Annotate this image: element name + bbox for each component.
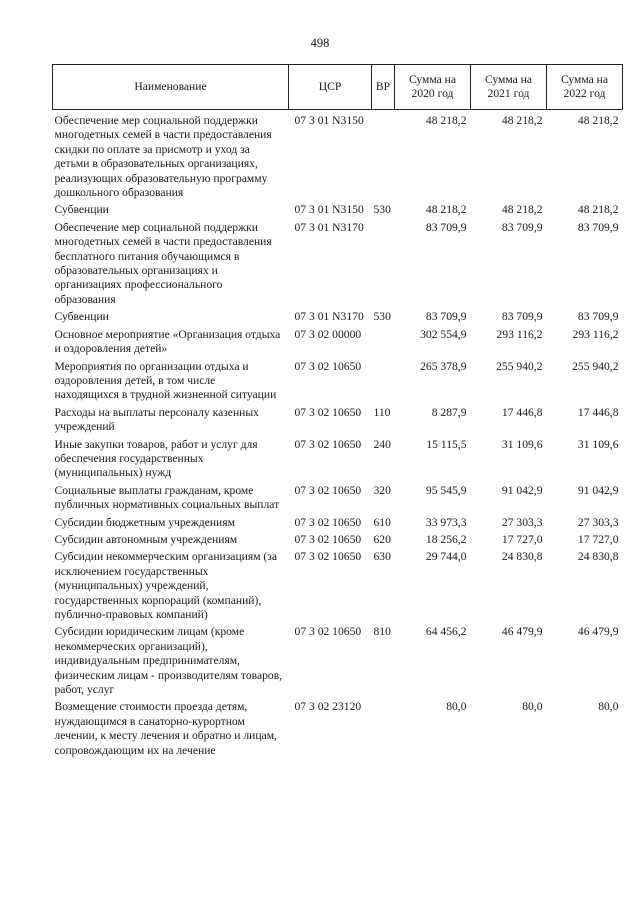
cell-sum-2020: 29 744,0 xyxy=(425,550,467,564)
cell-csr: 07 3 02 10650 xyxy=(294,532,362,546)
table-row xyxy=(53,328,623,360)
cell-csr: 07 3 02 00000 xyxy=(294,327,362,341)
table-row xyxy=(53,484,623,516)
cell-vr xyxy=(372,360,395,406)
cell-name: Возмещение стоимости проезда детям, нуждающимся в санаторно-курортном лечении, к месту лечения и обратно и лицам, сопровождающим их на лечение xyxy=(54,700,277,757)
table-body xyxy=(53,110,623,762)
cell-vr: 610 xyxy=(373,515,391,529)
cell-sum-2021: 255 940,2 xyxy=(496,359,543,373)
cell-sum-2021: 46 479,9 xyxy=(501,625,543,639)
cell-name: Социальные выплаты гражданам, кроме публичных нормативных социальных выплат xyxy=(54,483,280,512)
cell-sum-2020: 83 709,9 xyxy=(425,220,467,234)
cell-sum-2021: 17 446,8 xyxy=(501,405,543,419)
cell-sum-2021: 27 303,3 xyxy=(501,515,543,529)
cell-sum-2020: 95 545,9 xyxy=(425,483,467,497)
cell-csr: 07 3 01 N3150 xyxy=(294,203,364,217)
cell-vr xyxy=(372,700,395,761)
page-number: 498 xyxy=(310,36,330,50)
cell-name: Субвенции xyxy=(54,310,109,324)
cell-sum-2021: 91 042,9 xyxy=(501,483,543,497)
cell-sum-2020: 302 554,9 xyxy=(420,327,467,341)
cell-vr: 320 xyxy=(373,483,391,497)
cell-sum-2020: 64 456,2 xyxy=(425,625,467,639)
cell-sum-2022: 48 218,2 xyxy=(577,203,619,217)
cell-sum-2021: 48 218,2 xyxy=(501,203,543,217)
header-sum-2021: Сумма на 2021 год xyxy=(471,65,547,110)
table-row xyxy=(53,438,623,484)
header-sum-2022: Сумма на 2022 год xyxy=(547,65,623,110)
cell-sum-2020: 265 378,9 xyxy=(420,359,467,373)
cell-vr: 530 xyxy=(373,310,391,324)
cell-sum-2022: 17 446,8 xyxy=(577,405,619,419)
cell-name: Субсидии юридическим лицам (кроме некоммерческих организаций), индивидуальным предпринимателям, физическим лицам - производителям товаров, работ, услуг xyxy=(54,625,283,697)
budget-table xyxy=(52,64,623,761)
cell-vr: 630 xyxy=(373,550,391,564)
cell-sum-2022: 80,0 xyxy=(598,700,619,714)
cell-name: Мероприятия по организации отдыха и оздоровления детей, в том числе находящихся в трудной жизненной ситуации xyxy=(54,359,277,402)
table-row xyxy=(53,360,623,406)
cell-vr xyxy=(372,221,395,310)
cell-csr: 07 3 02 10650 xyxy=(294,437,362,451)
cell-name: Субсидии бюджетным учреждениям xyxy=(54,515,235,529)
cell-vr xyxy=(372,110,395,204)
cell-vr: 110 xyxy=(373,405,391,419)
table-row xyxy=(53,700,623,761)
header-name: Наименование xyxy=(53,65,289,110)
cell-name: Иные закупки товаров, работ и услуг для обеспечения государственных (муниципальных) нужд xyxy=(54,437,258,480)
table-row xyxy=(53,550,623,625)
cell-csr: 07 3 01 N3150 xyxy=(294,114,364,127)
cell-sum-2020: 80,0 xyxy=(446,700,467,714)
cell-name: Субвенции xyxy=(54,203,109,217)
cell-sum-2022: 83 709,9 xyxy=(577,220,619,234)
cell-sum-2021: 80,0 xyxy=(522,700,543,714)
cell-sum-2022: 293 116,2 xyxy=(572,327,619,341)
cell-sum-2022: 31 109,6 xyxy=(577,437,619,451)
cell-sum-2021: 83 709,9 xyxy=(501,310,543,324)
cell-sum-2022: 83 709,9 xyxy=(577,310,619,324)
cell-name: Расходы на выплаты персоналу казенных учреждений xyxy=(54,405,259,434)
cell-sum-2021: 293 116,2 xyxy=(496,327,543,341)
header-sum-2020: Сумма на 2020 год xyxy=(395,65,471,110)
cell-sum-2021: 24 830,8 xyxy=(501,550,543,564)
cell-vr: 240 xyxy=(373,437,391,451)
cell-csr: 07 3 02 10650 xyxy=(294,625,362,639)
header-csr: ЦСР xyxy=(289,65,372,110)
cell-sum-2020: 8 287,9 xyxy=(431,405,467,419)
cell-csr: 07 3 01 N3170 xyxy=(294,310,364,324)
cell-vr xyxy=(372,328,395,360)
table-header xyxy=(53,65,623,110)
cell-sum-2022: 24 830,8 xyxy=(577,550,619,564)
cell-vr: 620 xyxy=(373,532,391,546)
table-row xyxy=(53,533,623,550)
cell-sum-2022: 91 042,9 xyxy=(577,483,619,497)
cell-sum-2021: 83 709,9 xyxy=(501,220,543,234)
table-row xyxy=(53,310,623,327)
cell-name: Субсидии некоммерческим организациям (за исключением государственных (муниципальных) учреждений, государственных корпораций (компаний), публично-правовых компаний) xyxy=(54,550,278,621)
cell-sum-2020: 15 115,5 xyxy=(426,437,467,451)
cell-sum-2022: 17 727,0 xyxy=(577,532,619,546)
cell-sum-2020: 83 709,9 xyxy=(425,310,467,324)
table-row xyxy=(53,203,623,220)
cell-sum-2021: 31 109,6 xyxy=(501,437,543,451)
cell-sum-2020: 48 218,2 xyxy=(425,203,467,217)
header-vr: ВР xyxy=(372,65,395,110)
cell-sum-2020: 33 973,3 xyxy=(425,515,467,529)
cell-sum-2020: 48 218,2 xyxy=(425,114,467,127)
cell-name: Субсидии автономным учреждениям xyxy=(54,532,238,546)
cell-sum-2021: 48 218,2 xyxy=(501,114,543,127)
cell-sum-2022: 255 940,2 xyxy=(572,359,619,373)
table-row xyxy=(53,221,623,310)
cell-csr: 07 3 01 N3170 xyxy=(294,220,364,234)
cell-sum-2022: 48 218,2 xyxy=(577,114,619,127)
cell-vr: 530 xyxy=(373,203,391,217)
table-row xyxy=(53,110,623,204)
cell-csr: 07 3 02 10650 xyxy=(294,359,362,373)
table-row xyxy=(53,406,623,438)
cell-name: Основное мероприятие «Организация отдыха и оздоровления детей» xyxy=(54,327,281,356)
cell-csr: 07 3 02 23120 xyxy=(294,700,362,714)
cell-sum-2022: 27 303,3 xyxy=(577,515,619,529)
cell-sum-2020: 18 256,2 xyxy=(425,532,467,546)
cell-sum-2022: 46 479,9 xyxy=(577,625,619,639)
cell-name: Обеспечение мер социальной поддержки многодетных семей в части предоставления скидки по оплате за присмотр и уход за детьми в образовательных организациях, реализующих образовательную программу дошкольного образования xyxy=(54,114,272,200)
cell-csr: 07 3 02 10650 xyxy=(294,483,362,497)
table-row xyxy=(53,516,623,533)
cell-vr: 810 xyxy=(373,625,391,639)
cell-name: Обеспечение мер социальной поддержки многодетных семей в части предоставления бесплатного питания обучающимся в образовательных организациях и организациях профессионального образования xyxy=(54,220,272,306)
cell-csr: 07 3 02 10650 xyxy=(294,405,362,419)
cell-sum-2021: 17 727,0 xyxy=(501,532,543,546)
table-row xyxy=(53,625,623,700)
cell-csr: 07 3 02 10650 xyxy=(294,515,362,529)
cell-csr: 07 3 02 10650 xyxy=(294,550,362,564)
